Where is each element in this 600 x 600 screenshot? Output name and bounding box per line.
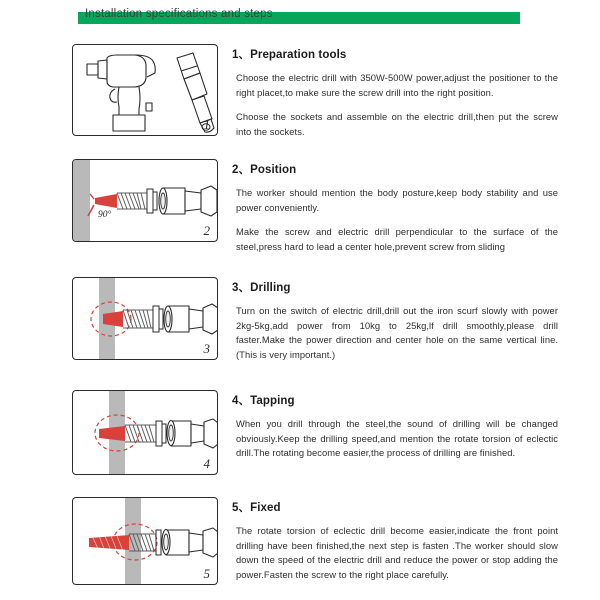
steel-plate xyxy=(73,160,90,242)
screw-perpendicular-illustration xyxy=(73,160,218,242)
step-2-paragraph-1: The worker should mention the body posture,keep body stability and use power conveniently. xyxy=(236,187,558,213)
step-row-1 xyxy=(0,44,600,159)
figure-4-wrapper xyxy=(72,390,220,475)
figure-number-5: 5 xyxy=(203,566,210,581)
step-2-paragraph-2: Make the screw and electric drill perpendicular to the surface of the steel,press hard to lead a center hole,prevent screw from sliding xyxy=(236,226,558,252)
step-1-paragraph-2: Choose the sockets and assemble on the electric drill,then put the screw into the sockets. xyxy=(236,111,558,137)
screw-fixed-illustration xyxy=(73,498,218,585)
screw-red-tip xyxy=(89,535,129,551)
step-2-title: 2、Position xyxy=(232,164,297,176)
screw-tapping-illustration xyxy=(73,391,218,475)
page-title: Installation specifications and steps xyxy=(85,8,273,20)
figure-2-box xyxy=(72,159,218,242)
figure-1-box xyxy=(72,44,218,136)
figure-1-wrapper xyxy=(72,44,220,136)
steps-list xyxy=(0,44,600,597)
step-row-4 xyxy=(0,390,600,497)
screw-red-tip xyxy=(99,426,125,441)
figure-4-box xyxy=(72,390,218,475)
figure-number-4: 4 xyxy=(203,456,210,471)
drill-and-socket-bit-illustration xyxy=(73,45,218,136)
figure-number-3: 3 xyxy=(203,341,210,356)
figure-2-wrapper xyxy=(72,159,220,242)
figure-5-box xyxy=(72,497,218,585)
step-5-text xyxy=(220,497,600,582)
step-3-paragraph-1: Turn on the switch of electric drill,drill out the iron scurf slowly with power 2kg-5kg,add power from 10kg to 25kg,lf drill smoothly,please drill faster.Make the power direction and center hole on the same vertical line.(This is very important.) xyxy=(236,305,558,360)
step-1-title: 1、Preparation tools xyxy=(232,49,347,61)
step-2-text xyxy=(220,159,600,254)
figure-number-2: 2 xyxy=(203,223,210,238)
page-header xyxy=(78,8,520,23)
step-4-text xyxy=(220,390,600,461)
step-4-paragraph-1: When you drill through the steel,the sound of drilling will be changed obviously.Keep the drilling speed,and mention the rotate torsion of eclectic drill.The rotating become easier,the process of drilling are finished. xyxy=(236,418,558,458)
step-1-text xyxy=(220,44,600,139)
step-5-title: 5、Fixed xyxy=(232,502,281,514)
figure-number-1: 1 xyxy=(203,117,210,132)
step-1-paragraph-1: Choose the electric drill with 350W-500W power,adjust the positioner to the right placet,to make sure the screw drill into the right position. xyxy=(236,72,558,98)
step-3-title: 3、Drilling xyxy=(232,282,291,294)
step-3-text xyxy=(220,277,600,362)
step-row-2 xyxy=(0,159,600,277)
step-4-title: 4、Tapping xyxy=(232,395,295,407)
figure-5-wrapper xyxy=(72,497,220,585)
screw-drilling-illustration xyxy=(73,278,218,360)
step-5-paragraph-1: The rotate torsion of eclectic drill become easier,indicate the front point drilling have been finished,the next step is fasten .The worker should slow down the speed of the electric drill and reduce the power or stop adding the power.Fasten the screw to the right place carefully. xyxy=(236,525,558,580)
angle-annotation-90: 90° xyxy=(98,210,112,220)
figure-3-box xyxy=(72,277,218,360)
step-row-5 xyxy=(0,497,600,597)
figure-3-wrapper xyxy=(72,277,220,360)
step-row-3 xyxy=(0,277,600,390)
